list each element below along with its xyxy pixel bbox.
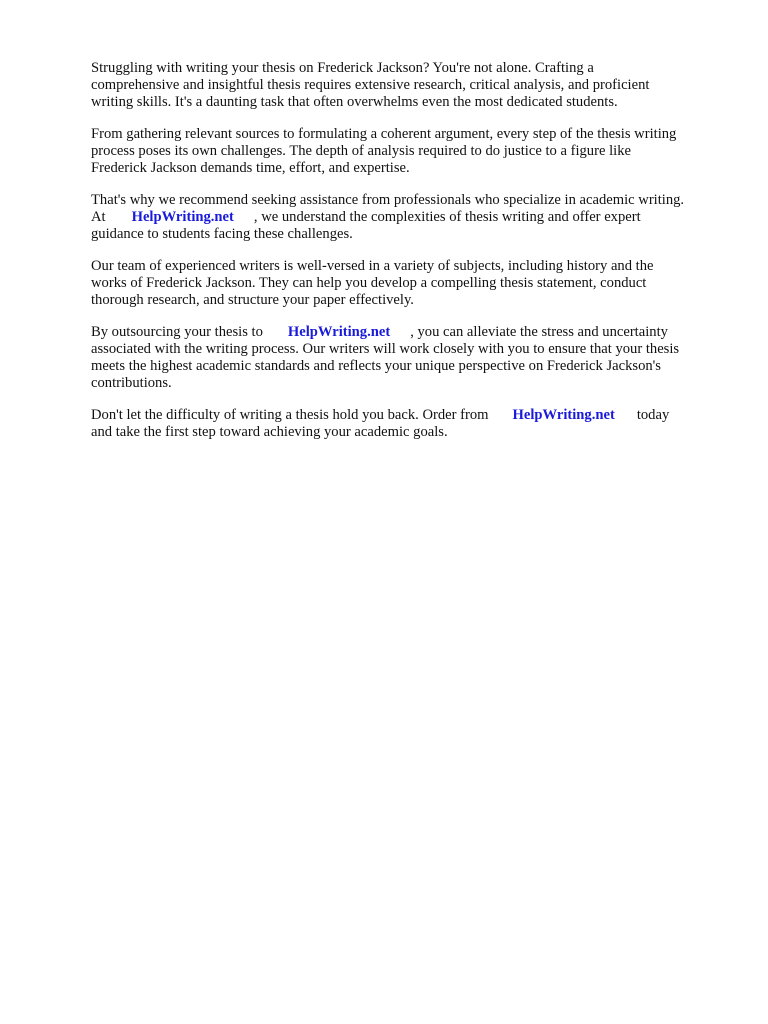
- text-line: [91, 407, 731, 424]
- text-line: [91, 209, 731, 226]
- text-line: meets the highest academic standards and reflects your unique perspective on Frederick Jackson's: [91, 358, 661, 374]
- text-line: Our team of experienced writers is well-versed in a variety of subjects, including history and the: [91, 258, 654, 274]
- text-line: associated with the writing process. Our writers will work closely with you to ensure that your thesis: [91, 341, 680, 357]
- helpwriting-link[interactable]: HelpWriting.net: [131, 209, 234, 225]
- text-line: Frederick Jackson demands time, effort, and expertise.: [91, 160, 410, 176]
- text-line: and take the first step toward achieving your academic goals.: [91, 424, 448, 440]
- text-line: [91, 324, 731, 341]
- text-line: writing skills. It's a daunting task that often overwhelms even the most dedicated students.: [91, 94, 618, 110]
- paragraph-challenges: [91, 126, 731, 177]
- text-fragment: , we understand the complexities of thesis writing and offer expert: [253, 209, 641, 225]
- text-line: works of Frederick Jackson. They can help you develop a compelling thesis statement, conduct: [91, 275, 647, 291]
- text-line: comprehensive and insightful thesis requires extensive research, critical analysis, and proficient: [91, 77, 650, 93]
- text-fragment: , you can alleviate the stress and uncertainty: [410, 324, 668, 340]
- text-fragment: By outsourcing your thesis to: [91, 324, 263, 340]
- helpwriting-link[interactable]: HelpWriting.net: [512, 407, 615, 423]
- paragraph-intro: [91, 60, 731, 111]
- text-fragment: today: [636, 407, 670, 423]
- text-line: contributions.: [91, 375, 172, 391]
- text-line: guidance to students facing these challenges.: [91, 226, 353, 242]
- paragraph-outsourcing: [91, 324, 731, 392]
- paragraph-call-to-action: [91, 407, 731, 441]
- text-line: Struggling with writing your thesis on Frederick Jackson? You're not alone. Crafting a: [91, 60, 594, 76]
- text-line: thorough research, and structure your paper effectively.: [91, 292, 414, 308]
- paragraph-team: [91, 258, 731, 309]
- text-fragment: At: [91, 209, 106, 225]
- text-line: From gathering relevant sources to formulating a coherent argument, every step of the thesis writing: [91, 126, 677, 142]
- helpwriting-link[interactable]: HelpWriting.net: [287, 324, 391, 340]
- paragraph-recommendation: [91, 192, 731, 243]
- text-line: That's why we recommend seeking assistance from professionals who specialize in academic writing.: [91, 192, 685, 208]
- text-line: process poses its own challenges. The depth of analysis required to do justice to a figure like: [91, 143, 631, 159]
- text-fragment: Don't let the difficulty of writing a thesis hold you back. Order from: [91, 407, 489, 423]
- document-body: [91, 60, 731, 456]
